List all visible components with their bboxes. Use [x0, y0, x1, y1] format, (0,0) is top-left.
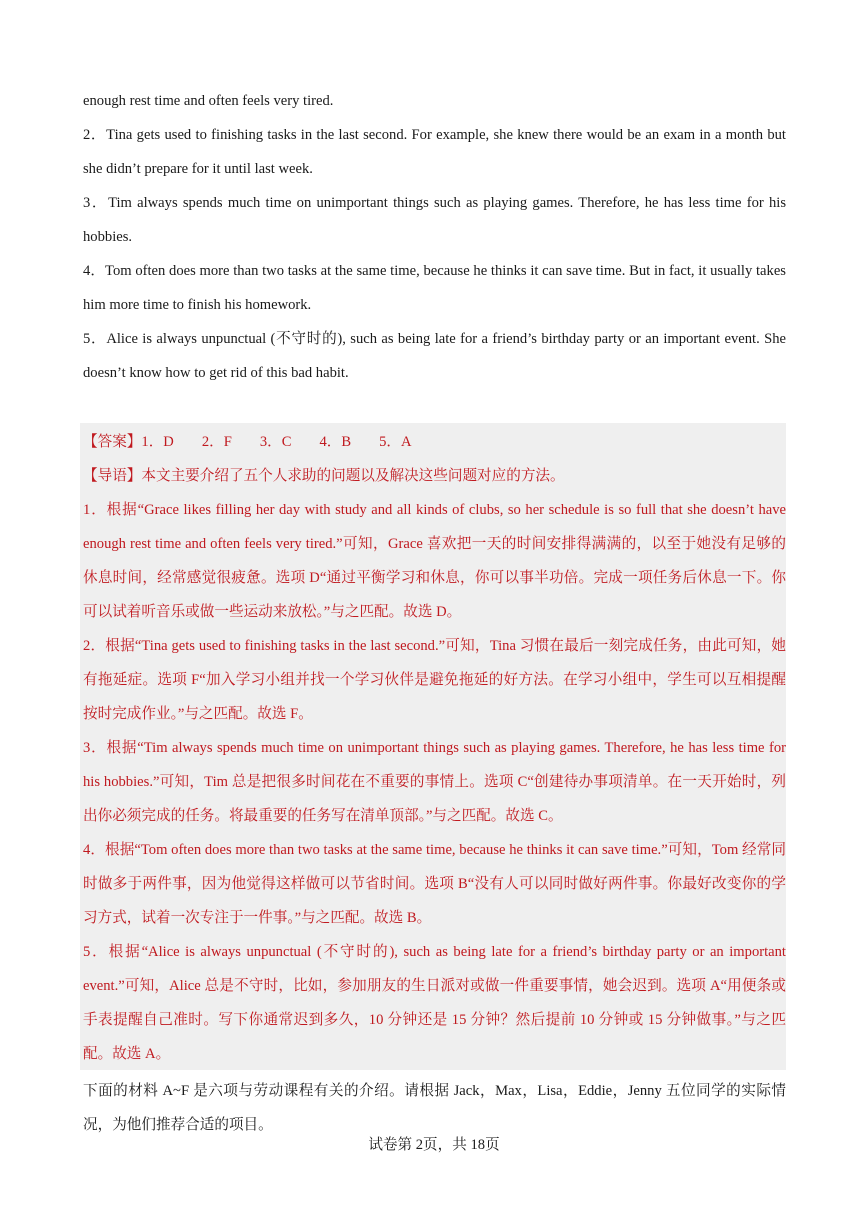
next-section-intro: [83, 1074, 786, 1142]
answer-item: 3．C: [259, 434, 292, 450]
answer-label: 【答案】: [83, 434, 142, 450]
question-2: 2．Tina gets used to finishing tasks in the last second. For example, she knew there would be an exam in a month but she didn’t prepare for it until last week.: [83, 127, 786, 177]
answer-section: [83, 425, 786, 1071]
answer-item: 1．D: [141, 434, 174, 450]
page-footer: 试卷第 2页，共 18页: [368, 1137, 500, 1153]
question-1-tail: enough rest time and often feels very tired.: [83, 93, 334, 109]
question-3: 3．Tim always spends much time on unimportant things such as playing games. Therefore, he has less time for his hobbies.: [83, 195, 786, 245]
answer-line: [83, 425, 786, 459]
answer-item: 4．B: [319, 434, 352, 450]
question-list: [83, 84, 786, 390]
explanation-5: 5．根据“Alice is always unpunctual (不守时的), such as being late for a friend’s birthday party or an important event.”可知，Alice 总是不守时，比如，参加朋友的生日派对或做一件重要事情，她会迟到。选项 A“用便条或手表提醒自己准时。写下你通常迟到多久，10 分钟还是 15 分钟？然后提前 10 分钟或 15 分钟做事。”与之匹配。故选 A。: [83, 944, 786, 1062]
next-section-text: 下面的材料 A~F 是六项与劳动课程有关的介绍。请根据 Jack，Max，Lisa，Eddie，Jenny 五位同学的实际情况，为他们推荐合适的项目。: [83, 1083, 786, 1133]
explanation-4: 4．根据“Tom often does more than two tasks at the same time, because he thinks it can save time.”可知，Tom 经常同时做多于两件事，因为他觉得这样做可以节省时间。选项 B“没有人可以同时做好两件事。你最好改变你的学习方式，试着一次专注于一件事。”与之匹配。故选 B。: [83, 842, 786, 926]
guide-text: 本文主要介绍了五个人求助的问题以及解决这些问题对应的方法。: [141, 468, 565, 484]
explanation-1: 1．根据“Grace likes filling her day with study and all kinds of clubs, so her schedule is so full that she doesn’t have enough rest time and often feels very tired.”可知，Grace 喜欢把一天的时间安排得满满的，以至于她没有足够的休息时间，经常感觉很疲惫。选项 D“通过平衡学习和休息，你可以事半功倍。完成一项任务后休息一下。你可以试着听音乐或做一些运动来放松。”与之匹配。故选 D。: [83, 502, 786, 620]
guide-label: 【导语】: [83, 468, 142, 484]
guide-line: [83, 459, 786, 493]
explanation-2: 2．根据“Tina gets used to finishing tasks in the last second.”可知，Tina 习惯在最后一刻完成任务，由此可知，她有拖延症。选项 F“加入学习小组并找一个学习伙伴是避免拖延的好方法。在学习小组中，学生可以互相提醒按时完成作业。”与之匹配。故选 F。: [83, 638, 786, 722]
answer-item: 5．A: [379, 434, 412, 450]
answer-item: 2．F: [201, 434, 232, 450]
question-4: 4．Tom often does more than two tasks at the same time, because he thinks it can save time. But in fact, it usually takes him more time to finish his homework.: [83, 263, 786, 313]
explanation-3: 3．根据“Tim always spends much time on unimportant things such as playing games. Therefore, he has less time for his hobbies.”可知，Tim 总是把很多时间花在不重要的事情上。选项 C“创建待办事项清单。在一天开始时，列出你必须完成的任务。将最重要的任务写在清单顶部。”与之匹配。故选 C。: [83, 740, 786, 824]
question-5: 5．Alice is always unpunctual (不守时的), such as being late for a friend’s birthday party or an important event. She doesn’t know how to get rid of this bad habit.: [83, 331, 786, 381]
